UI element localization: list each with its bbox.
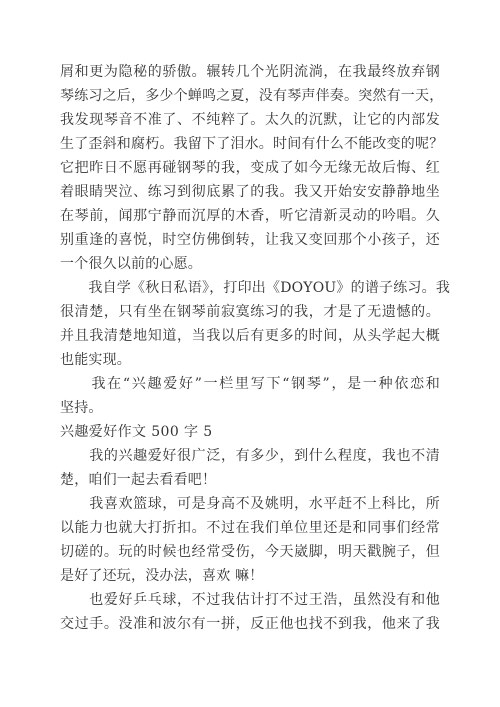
text-line: 它把昨日不愿再碰钢琴的我，变成了如今无缘无故后悔、红 [60, 160, 440, 176]
text-line: 我的兴趣爱好很广泛，有多少，到什么程度，我也不清 [60, 448, 440, 464]
text-line: 楚，咱们一起去看看吧！ [60, 472, 217, 488]
text-line: 并且我清楚地知道，当我以后有更多的时间，从头学起大概 [60, 328, 440, 344]
text-line: 一个很久以前的心愿。 [60, 256, 202, 272]
text-line: 切磋的。玩的时候也经常受伤，今天崴脚，明天戳腕子，但 [60, 544, 440, 560]
text-line: 琴练习之后，多少个蝉鸣之夏，没有琴声伴奏。突然有一天， [60, 88, 444, 104]
text-line: 着眼睛哭泣、练习到彻底累了的我。我又开始安安静静地坐 [60, 184, 440, 200]
text-line: 是好了还玩，没办法，喜欢 嘛！ [60, 568, 264, 584]
text-line: 我喜欢篮球，可是身高不及姚明，水平赶不上科比，所 [60, 496, 440, 512]
text-line: 生了歪斜和腐朽。我留下了泪水。时间有什么不能改变的呢？ [60, 136, 444, 152]
text-line: 也爱好乒乓球，不过我估计打不过王浩，虽然没有和他 [60, 592, 440, 608]
text-line: 在琴前，闻那宁静而沉厚的木香，听它清新灵动的吟唱。久 [60, 208, 440, 224]
text-line: 很清楚，只有坐在钢琴前寂寞练习的我，才是了无遗憾的。 [60, 304, 440, 320]
text-line: 屑和更为隐秘的骄傲。辗转几个光阴流淌，在我最终放弃钢 [60, 64, 440, 80]
text-line: 我自学《秋日私语》，打印出《DOYOU》的谱子练习。我 [60, 280, 451, 296]
text-line: 我在“兴趣爱好”一栏里写下“钢琴”，是一种依恋和 [60, 376, 440, 392]
text-line: 也能实现。 [60, 352, 131, 368]
text-line: 坚持。 [60, 400, 103, 416]
text-line: 以能力也就大打折扣。不过在我们单位里还是和同事们经常 [60, 520, 440, 536]
text-line: 我发现琴音不准了、不纯粹了。太久的沉默，让它的内部发 [60, 112, 440, 128]
section-heading: 兴趣爱好作文 500 字 5 [60, 424, 213, 440]
text-line: 交过手。没准和波尔有一拼，反正他也找不到我，他来了我 [60, 616, 440, 632]
text-line: 别重逢的喜悦，时空仿佛倒转，让我又变回那个小孩子，还 [60, 232, 440, 248]
